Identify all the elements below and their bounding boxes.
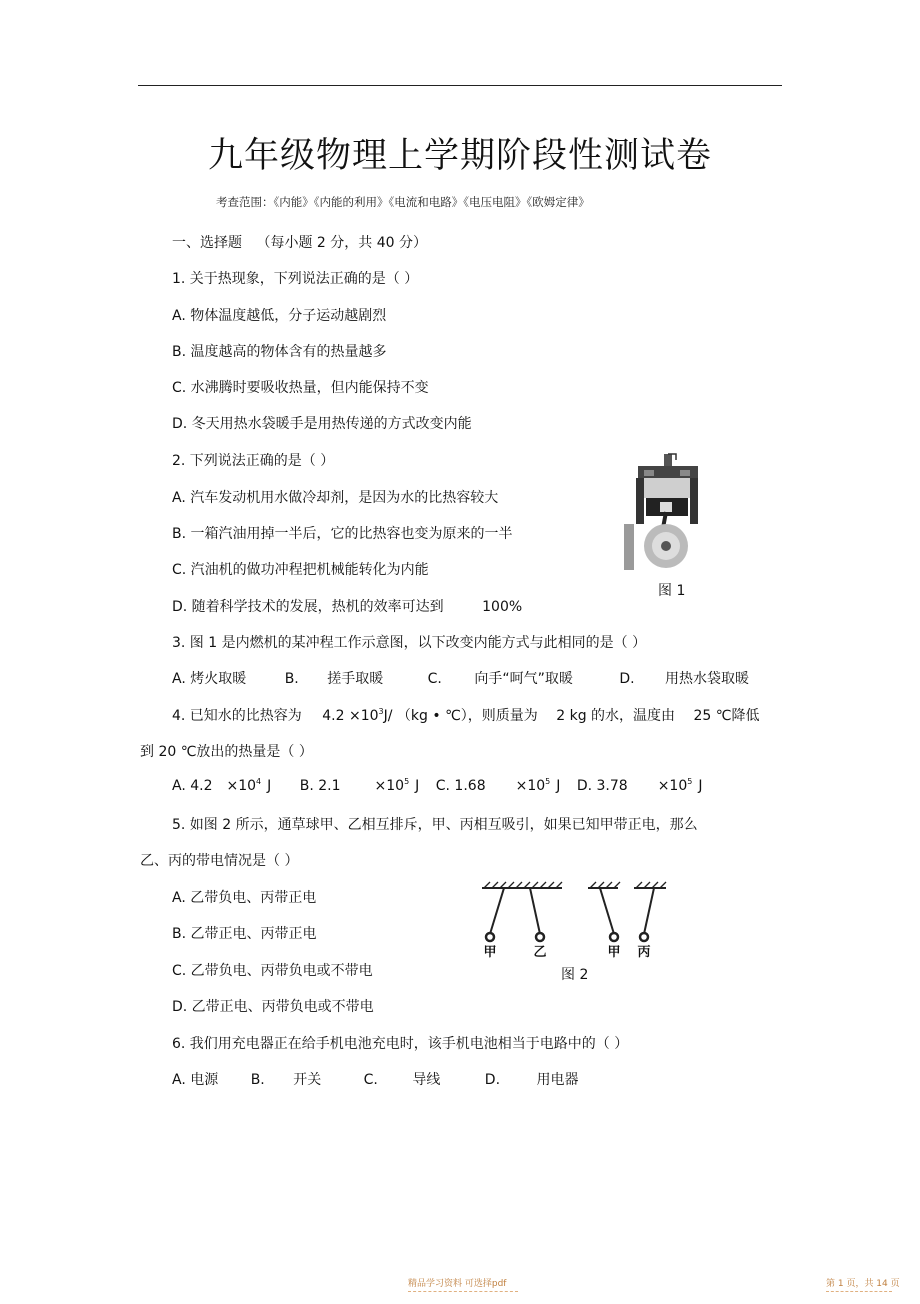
q1-option-c: C. 水沸腾时要吸收热量，但内能保持不变 [172,380,429,396]
footer-page-number: 第 1 页，共 14 页 [826,1279,900,1289]
q2-option-d [172,596,522,616]
q3-option-a: A. 烤火取暖 [172,671,247,687]
section-note: （每小题 2 分，共 40 分） [256,235,427,251]
q4-option-c-unit: J [556,778,561,794]
q4-option-c-times: ×10 [515,778,546,794]
q4-option-d-label: D. 3.78 [576,778,628,794]
q4-specific-heat-base: 4.2 ×10 [322,708,379,724]
section-title: 一、选择题 [172,235,242,251]
q4-option-c-label: C. 1.68 [435,778,486,794]
top-rule [138,85,782,86]
footer-right-dots [826,1291,892,1292]
q2-option-d-value: 100% [482,599,523,615]
q1-option-d: D. 冬天用热水袋暖手是用热传递的方式改变内能 [172,416,472,432]
q4-option-d-exp: 5 [687,777,693,786]
q4-option-d [577,778,703,794]
q3-option-c-label: C. [427,671,442,687]
q5-option-b: B. 乙带正电、丙带正电 [172,926,317,942]
engine-diagram [624,452,710,574]
q2-stem: 2. 下列说法正确的是（ ） [172,453,335,469]
section-heading [172,232,427,252]
q6-options [172,1069,578,1089]
page-title: 九年级物理上学期阶段性测试卷 [207,136,712,176]
figure-2-caption: 图 2 [561,967,589,983]
q5-option-a: A. 乙带负电、丙带正电 [172,890,317,906]
q4-option-b [300,778,420,794]
q6-option-d-label: D. [484,1072,501,1088]
q4-option-a-times: ×10 [226,778,257,794]
q6-option-c: 导线 [412,1072,441,1088]
q1-option-b: B. 温度越高的物体含有的热量越多 [172,344,387,360]
q1-stem: 1. 关于热现象，下列说法正确的是（ ） [172,271,419,287]
q4-option-b-label: B. 2.1 [299,778,341,794]
q4-option-b-times: ×10 [374,778,405,794]
q4-temperature: 25 ℃降低 [693,708,760,724]
q4-specific-heat-unit: J/ （kg • ℃），则质量为 [383,708,538,724]
q4-option-d-times: ×10 [657,778,688,794]
ball-label-jia-2: 甲 [607,945,621,960]
q6-option-d: 用电器 [536,1072,579,1088]
q5-option-c: C. 乙带负电、丙带负电或不带电 [172,963,373,979]
q6-option-c-label: C. [363,1072,378,1088]
footer-left-dots [408,1291,518,1292]
q3-stem: 3. 图 1 是内燃机的某冲程工作示意图，以下改变内能方式与此相同的是（ ） [172,635,647,651]
q4-option-a [172,778,271,794]
q1-option-a: A. 物体温度越低，分子运动越剧烈 [172,308,387,324]
q3-option-d: 用热水袋取暖 [665,671,749,687]
ball-label-bing: 丙 [637,945,651,960]
q4-option-b-unit: J [415,778,420,794]
q3-option-b: 搓手取暖 [327,671,384,687]
q4-option-a-exp: 4 [256,777,262,786]
ball-label-yi: 乙 [533,945,547,960]
q3-options [172,668,749,688]
q4-stem-line2: 到 20 ℃放出的热量是（ ） [140,744,313,760]
q6-option-b: 开关 [293,1072,322,1088]
pith-ball-diagram [478,880,670,960]
q3-option-c: 向手“呵气”取暖 [474,671,573,687]
q4-option-b-exp: 5 [404,777,410,786]
q3-option-b-label: B. [284,671,299,687]
q4-option-a-label: A. 4.2 [172,778,213,794]
q4-specific-heat [322,705,538,725]
q2-option-a: A. 汽车发动机用水做冷却剂，是因为水的比热容较大 [172,490,499,506]
q4-option-c-exp: 5 [545,777,551,786]
q2-option-d-text: D. 随着科学技术的发展，热机的效率可达到 [172,599,444,615]
figure-1-caption: 图 1 [658,583,686,599]
q4-option-a-unit: J [267,778,272,794]
q2-option-c: C. 汽油机的做功冲程把机械能转化为内能 [172,562,429,578]
q4-option-c [436,778,561,794]
q4-stem-start: 4. 已知水的比热容为 [172,708,302,724]
q5-option-d: D. 乙带正电、丙带负电或不带电 [172,999,374,1015]
q6-option-b-label: B. [250,1072,265,1088]
q5-stem-line1: 5. 如图 2 所示，通草球甲、乙相互排斥，甲、丙相互吸引，如果已知甲带正电，那么 [172,817,698,833]
q5-stem-line2: 乙、丙的带电情况是（ ） [140,853,299,869]
q4-options [172,778,702,794]
q6-option-a: A. 电源 [172,1072,219,1088]
footer-watermark: 精品学习资料 可选择pdf [408,1279,507,1289]
q6-stem: 6. 我们用充电器正在给手机电池充电时，该手机电池相当于电路中的（ ） [172,1036,629,1052]
q4-option-d-unit: J [698,778,703,794]
exam-scope: 考查范围：《内能》《内能的利用》《电流和电路》《电压电阻》《欧姆定律》 [216,195,590,209]
q4-mass: 2 kg 的水，温度由 [556,708,676,724]
q2-option-b: B. 一箱汽油用掉一半后，它的比热容也变为原来的一半 [172,526,513,542]
ball-label-jia-1: 甲 [483,945,497,960]
q4-stem-line1 [172,705,760,725]
q3-option-d-label: D. [619,671,635,687]
q4-specific-heat-exp: 3 [378,707,384,716]
